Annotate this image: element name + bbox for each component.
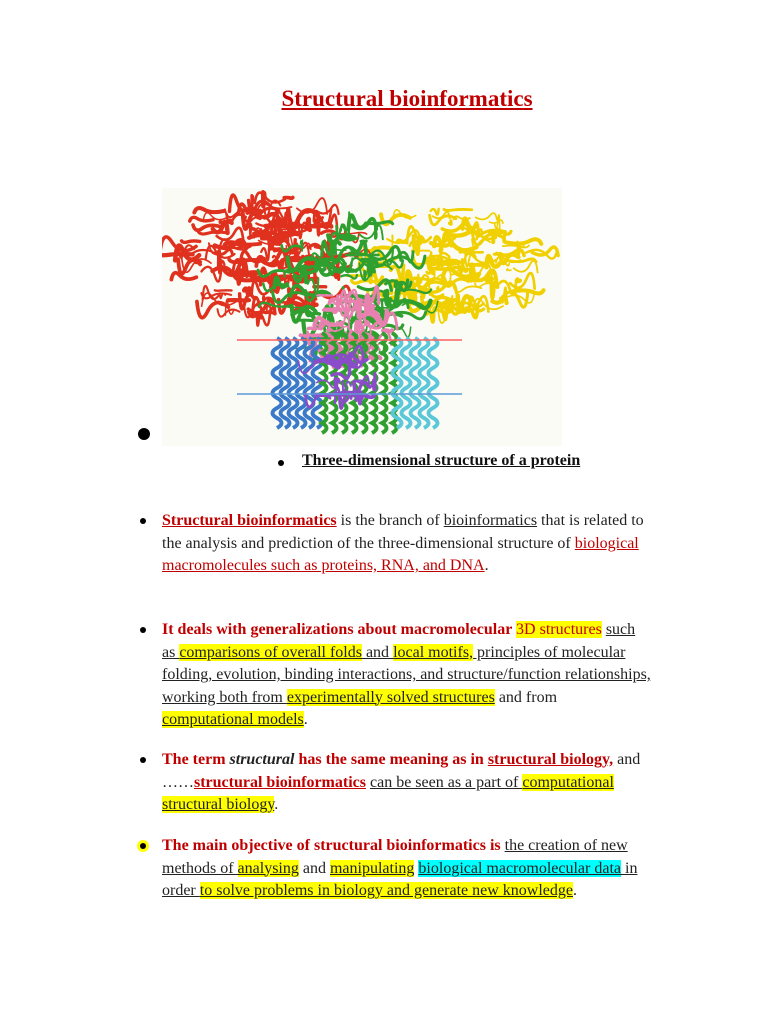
ribbon-strand [263,192,265,206]
protein-structure-figure [162,188,562,446]
bullet-icon [278,460,284,466]
ribbon-strand [444,209,472,210]
ribbon-strand [510,273,535,289]
ribbon-strand [489,220,502,223]
ribbon-strand [270,248,280,249]
ribbon-strand [431,209,439,215]
ribbon-strand [449,221,451,225]
ribbon-strand [500,288,506,304]
ribbon-strand [503,245,529,247]
paragraph-definition: Structural bioinformatics is the branch of bioinformatics that is related to the analysis and prediction of the three-dimensional structure of biological macromolecules such as proteins, RNA, and DNA. [162,510,652,578]
ribbon-strand [362,398,363,399]
ribbon-strand [284,198,292,199]
ribbon-strand [410,241,419,255]
ribbon-strand [383,330,392,332]
ribbon-strand [193,225,221,230]
paragraph-generalizations: It deals with generalizations about macromolecular 3D structures such as comparisons of overall folds and local motifs, principles of molecular folding, evolution, binding interactions, and structure/function relationships, working both from experimentally solved structures and from computational models. [162,619,652,732]
ribbon-strand [437,287,439,289]
page-title: Structural bioinformatics [281,86,533,111]
bullet-icon [140,518,146,524]
ribbon-strand [333,250,346,251]
ribbon-strand [412,250,430,251]
protein-ribbon-illustration [162,188,562,446]
bullet-icon [140,843,146,849]
ribbon-strand [373,373,375,390]
ribbon-strand [476,213,497,220]
bullet-icon [140,627,146,633]
ribbon-strand [194,208,224,212]
ribbon-strand [308,219,309,229]
ribbon-strand [182,241,200,243]
ribbon-strand [301,267,311,268]
ribbon-strand [283,307,307,308]
ribbon-strand [365,271,366,278]
figure-caption: Three-dimensional structure of a protein [280,452,580,470]
ribbon-strand [199,232,227,234]
paragraph-term: The term structural has the same meaning as in structural biology, and ……structural bioinformatics can be seen as a part of computational structural biology. [162,749,652,817]
ribbon-strand [453,286,481,292]
ribbon-strand [397,289,399,302]
bullet-icon [138,428,150,440]
ribbon-strand [325,309,340,310]
ribbon-strand [308,328,315,329]
ribbon-strand [385,291,388,303]
ribbon-strand [507,269,511,271]
ribbon-strand [190,217,213,221]
paragraph-objective: The main objective of structural bioinformatics is the creation of new methods of analysing and manipulating biological macromolecular data in order to solve problems in biology and generate new knowledge. [162,835,652,903]
bullet-icon [140,757,146,763]
ribbon-strand [244,288,249,294]
ribbon-strand [376,225,377,238]
ribbon-strand [356,398,361,404]
ribbon-strand [221,221,232,223]
ribbon-strand [348,215,365,228]
